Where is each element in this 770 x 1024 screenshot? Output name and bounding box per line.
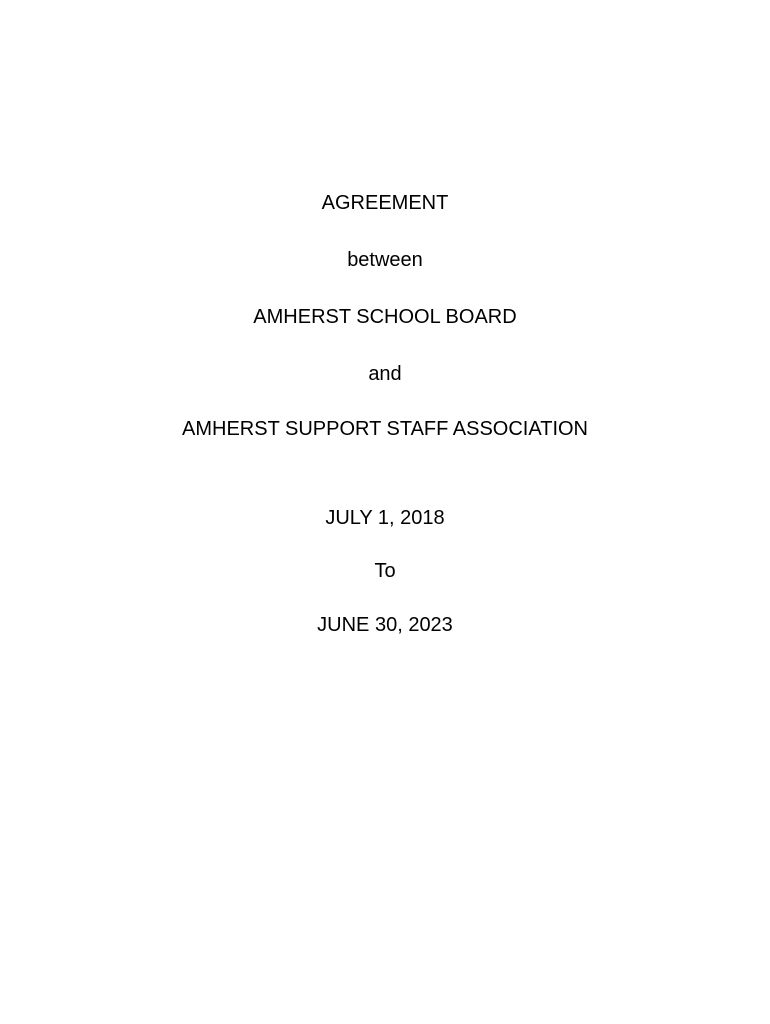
agreement-title: AGREEMENT — [321, 192, 449, 214]
start-date: JULY 1, 2018 — [325, 507, 445, 529]
party-two-name: AMHERST SUPPORT STAFF ASSOCIATION — [182, 418, 588, 440]
end-date: JUNE 30, 2023 — [317, 614, 453, 636]
and-text: and — [368, 363, 402, 385]
between-text: between — [347, 249, 423, 271]
party-one-name: AMHERST SCHOOL BOARD — [253, 306, 517, 328]
to-text: To — [374, 560, 396, 582]
